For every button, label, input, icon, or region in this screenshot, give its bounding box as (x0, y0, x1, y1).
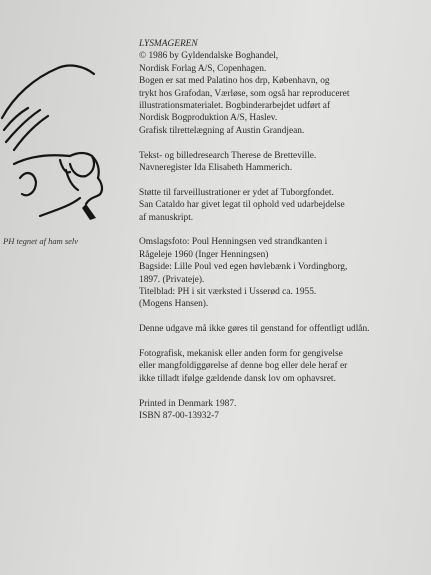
text-line: Bogen er sat med Palatino hos drp, København, og (139, 76, 330, 87)
support-credits (139, 187, 427, 224)
text-line: Navneregister Ida Elisabeth Hammerich. (139, 163, 293, 174)
text-line: illustrationsmaterialet. Bogbinderarbejdet udført af (139, 101, 331, 112)
lending-notice (139, 323, 427, 335)
text-line: Printed in Denmark 1987. (139, 398, 237, 409)
text-line: Fotografisk, mekanisk eller anden form for gengivelse (139, 349, 343, 360)
text-line: (Mogens Hansen). (139, 299, 209, 310)
text-line: trykt hos Grafodan, Værløse, som også har reproduceret (139, 88, 350, 99)
text-line: 1897. (Privateje). (139, 274, 205, 285)
text-line: Denne udgave må ikke gøres til genstand for offentligt udlån. (139, 324, 370, 335)
text-line: Nordisk Bogproduktion A/S, Haslev. (139, 113, 278, 124)
text-line: San Cataldo har givet legat til ophold ved udarbejdelse (139, 200, 345, 211)
isbn: ISBN 87-00-13932-7 (139, 411, 219, 422)
text-line: eller mangfoldiggørelse af denne bog eller dele heraf er (139, 361, 348, 372)
text-line: Omslagsfoto: Poul Henningsen ved strandkanten i (139, 237, 328, 248)
text-line: © 1986 by Gyldendalske Boghandel, (139, 51, 279, 62)
text-line: Nordisk Forlag A/S, Copenhagen. (139, 63, 267, 74)
text-line: af manuskript. (139, 212, 194, 223)
text-line: ikke tilladt ifølge gældende dansk lov om ophavsret. (139, 373, 336, 384)
research-credits (139, 150, 427, 175)
colophon (139, 38, 427, 435)
photo-credits (139, 236, 427, 310)
printing-info (139, 398, 427, 423)
self-portrait-sketch (0, 48, 110, 220)
publication-info (139, 38, 427, 137)
copyright-notice (139, 348, 427, 385)
text-line: Grafisk tilrettelægning af Austin Grandjean. (139, 125, 305, 136)
text-line: Bagside: Lille Poul ved egen høvlebænk i Vordingborg, (139, 262, 348, 273)
text-line: Tekst- og billedresearch Therese de Bretteville. (139, 150, 317, 161)
portrait-caption: PH tegnet af ham selv (3, 236, 79, 246)
text-line: Rågeleje 1960 (Inger Henningsen) (139, 249, 269, 260)
text-line: Titelblad: PH i sit værksted i Usserød ca. 1955. (139, 287, 317, 298)
text-line: Støtte til farveillustrationer er ydet af Tuborgfondet. (139, 187, 334, 198)
book-title: LYSMAGEREN (139, 39, 198, 49)
